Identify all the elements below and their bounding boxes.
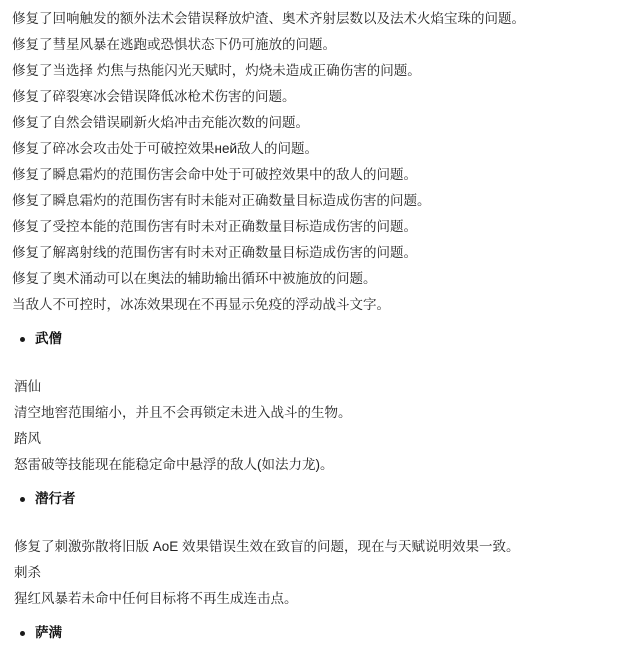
spec-label: 踏风	[14, 431, 41, 446]
section-title: 武僧	[35, 331, 62, 346]
spec-note: 猩红风暴若未命中任何目标将不再生成连击点。	[14, 591, 298, 606]
spec-label: 刺杀	[14, 565, 41, 580]
bugfix-line: 修复了解离射线的范围伤害有时未对正确数量目标造成伤害的问题。	[12, 245, 417, 260]
bugfix-line: 修复了碎冰会攻击处于可破控效果ней敌人的问题。	[12, 141, 319, 156]
bugfix-line: 修复了自然会错误刷新火焰冲击充能次数的问题。	[12, 115, 309, 130]
bullet-icon	[20, 497, 25, 502]
bullet-icon	[20, 337, 25, 342]
bugfix-line: 修复了回响触发的额外法术会错误释放炉渣、奥术齐射层数以及法术火焰宝珠的问题。	[12, 11, 525, 26]
section-title: 潜行者	[35, 491, 76, 506]
bugfix-line: 修复了瞬息霜灼的范围伤害有时未能对正确数量目标造成伤害的问题。	[12, 193, 431, 208]
section-title: 萨满	[35, 625, 62, 640]
bugfix-line: 修复了奥术涌动可以在奥法的辅助输出循环中被施放的问题。	[12, 271, 377, 286]
bugfix-line: 修复了当选择 灼焦与热能闪光天赋时，灼烧未造成正确伤害的问题。	[12, 63, 421, 78]
bugfix-line: 修复了受控本能的范围伤害有时未对正确数量目标造成伤害的问题。	[12, 219, 417, 234]
spec-note: 怒雷破等技能现在能稳定命中悬浮的敌人(如法力龙)。	[14, 457, 334, 472]
intro-bugfix-list	[12, 6, 616, 318]
spec-note: 修复了刺激弥散将旧版 AoE 效果错误生效在致盲的问题，现在与天赋说明效果一致。	[14, 539, 520, 554]
section-body-rogue	[12, 534, 616, 612]
bugfix-line: 当敌人不可控时，冰冻效果现在不再显示免疫的浮动战斗文字。	[12, 297, 390, 312]
spec-note: 清空地窖范围缩小，并且不会再锁定未进入战斗的生物。	[14, 405, 352, 420]
section-header-shaman	[12, 622, 616, 644]
section-header-monk	[12, 328, 616, 350]
section-header-rogue	[12, 488, 616, 510]
bugfix-line: 修复了彗星风暴在逃跑或恐惧状态下仍可施放的问题。	[12, 37, 336, 52]
bugfix-line: 修复了瞬息霜灼的范围伤害会命中处于可破控效果中的敌人的问题。	[12, 167, 417, 182]
bullet-icon	[20, 631, 25, 636]
section-body-monk	[12, 374, 616, 478]
bugfix-line: 修复了碎裂寒冰会错误降低冰枪术伤害的问题。	[12, 89, 296, 104]
spec-label: 酒仙	[14, 379, 41, 394]
